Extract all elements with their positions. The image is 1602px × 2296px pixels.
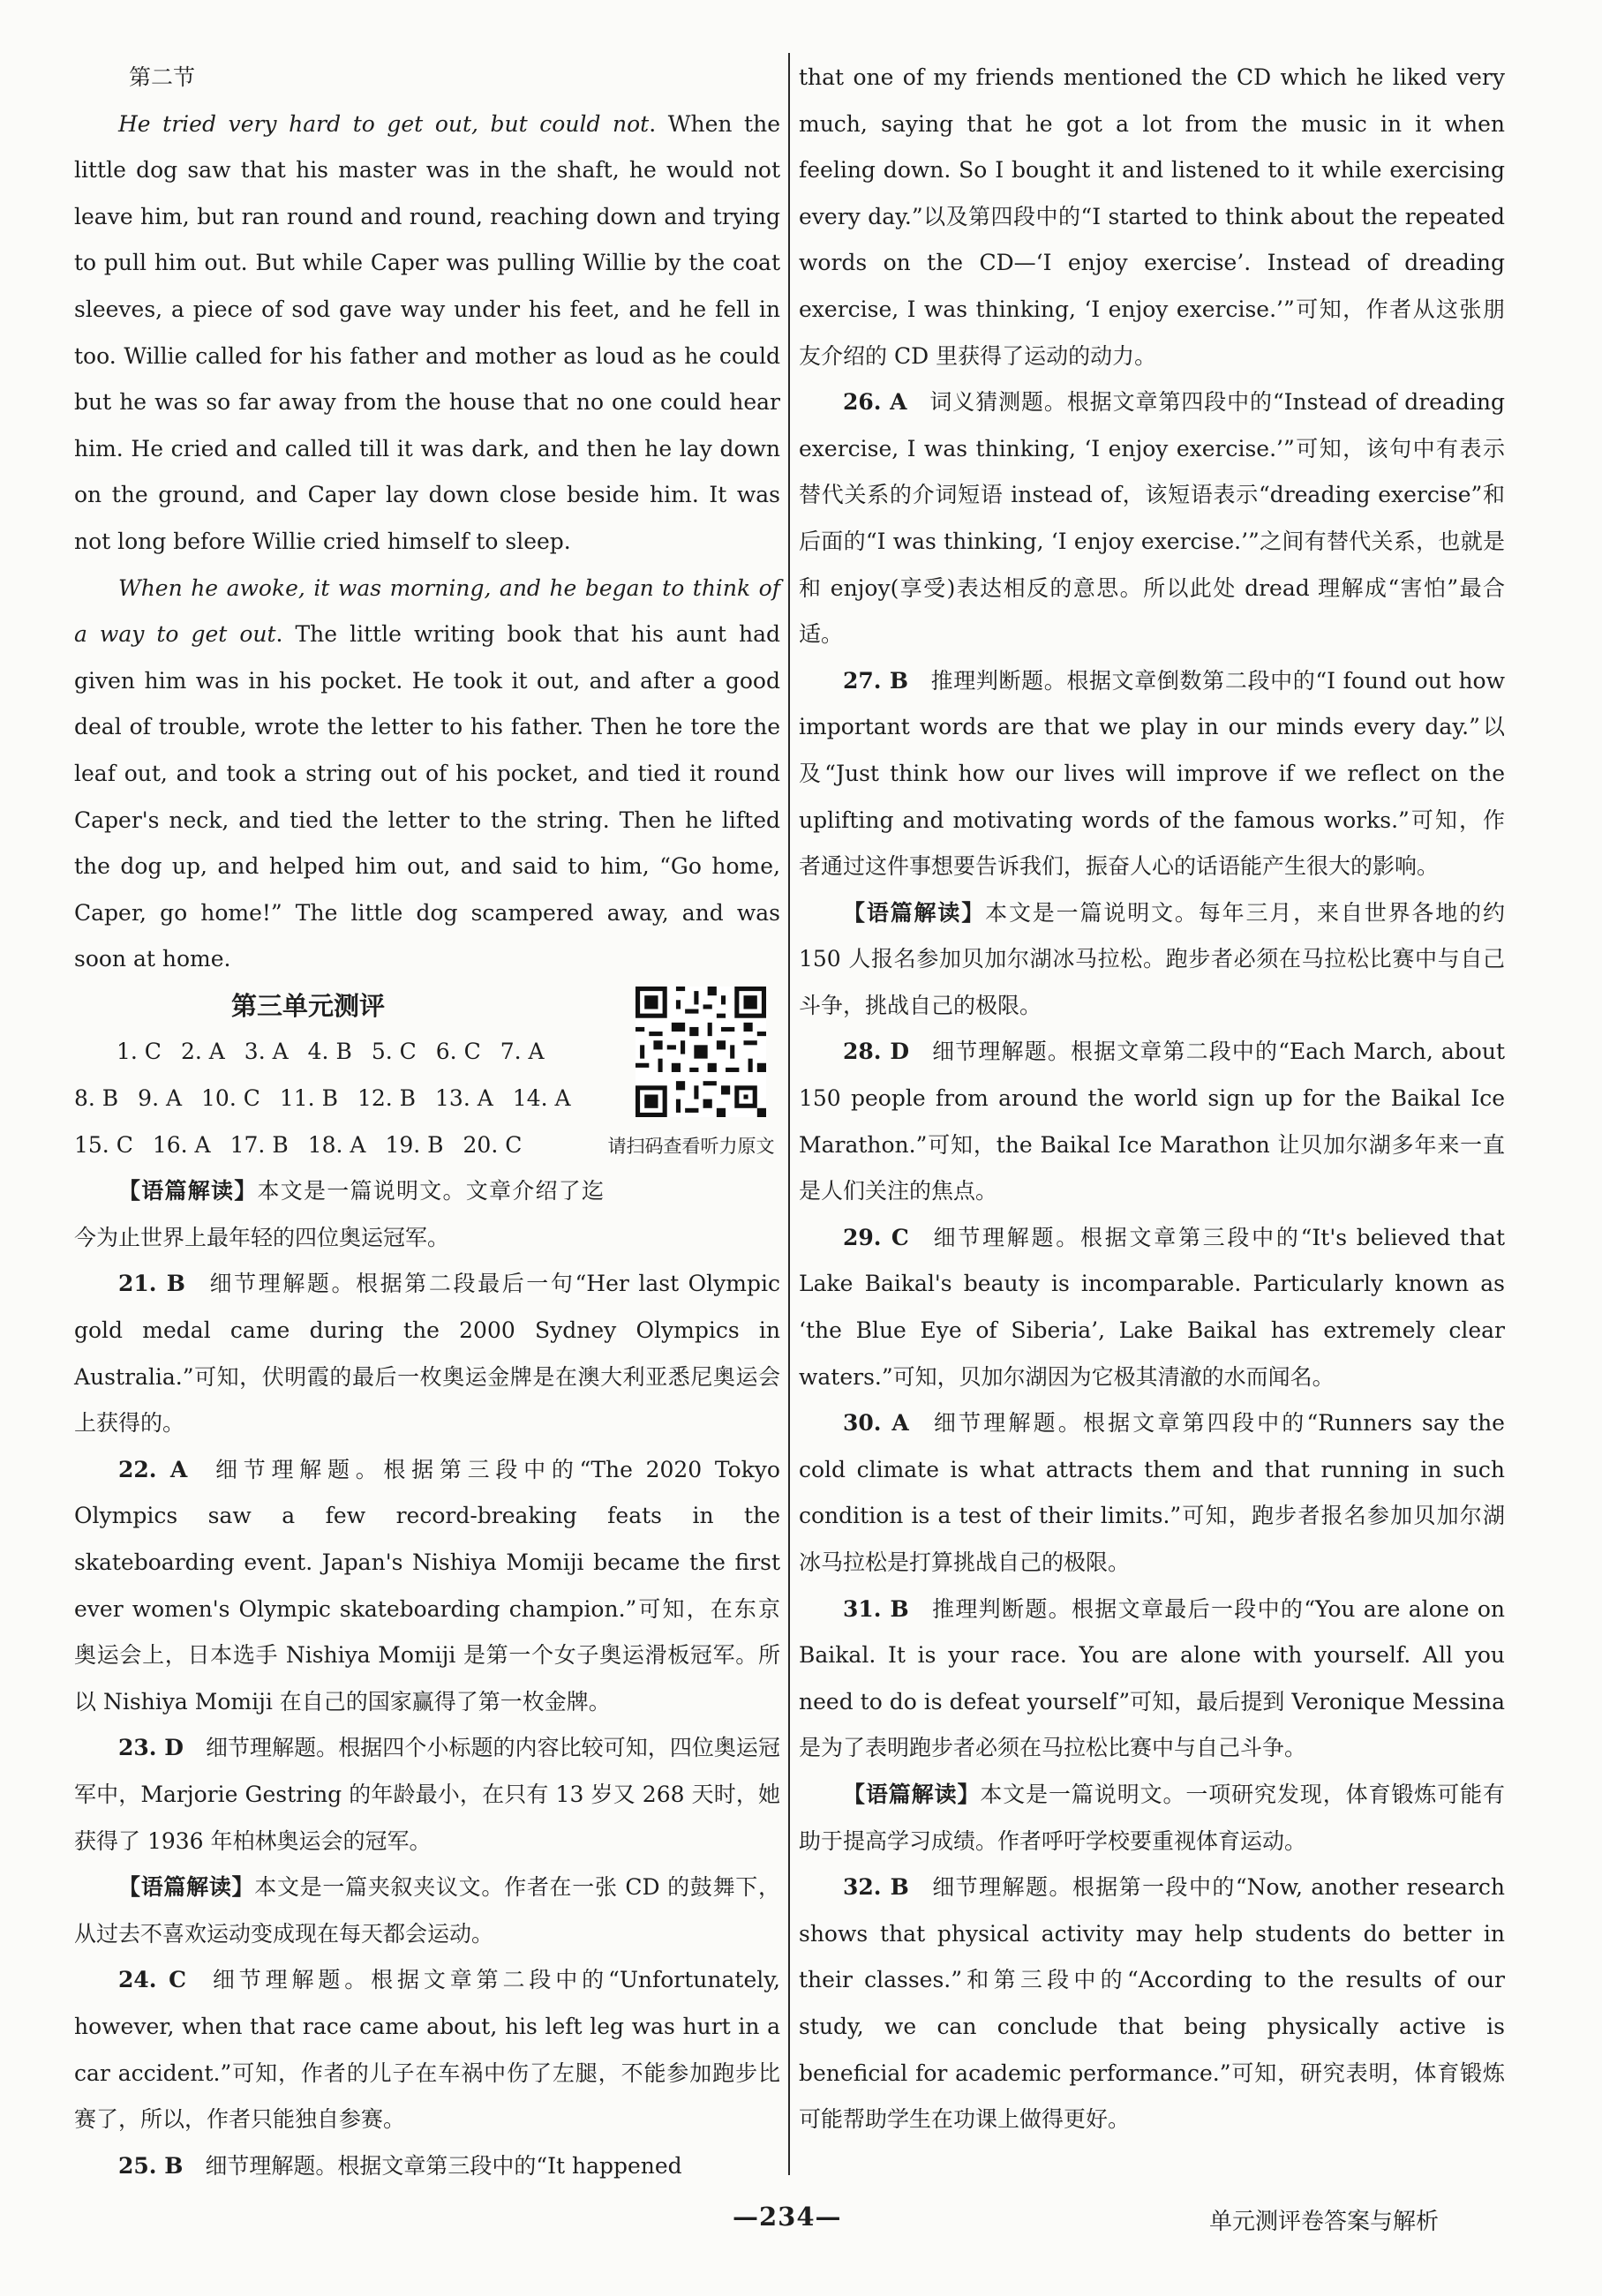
answer-explanation xyxy=(799,1865,1505,2143)
explanation-text: 细节理解题。根据文章第四段中的“Runners say the cold climate is what attracts them and that running in such condition is a test of their limits.”可知，跑步者报名参加贝加尔湖冰马拉松是打算挑战自己的极限。 xyxy=(799,1410,1505,1575)
explanation-text: 细节理解题。根据第三段中的“The 2020 Tokyo Olympics saw a few record-breaking feats in the skateboarding event. Japan's Nishiya Momiji became the first ever women's Olympic skateboarding champion.”可知，在东京奥运会上，日本选手 Nishiya Momiji 是第一个女子奥运滑板冠军。所以 Nishiya Momiji 在自己的国家赢得了第一枚金牌。 xyxy=(74,1456,780,1714)
explanation-text: 细节理解题。根据第一段中的“Now, another research shows that physical activity may help students do better in their classes.”和第三段中的“According to the results of our study, we can conclude that being physically active is beneficial for academic performance.”可知，研究表明，体育锻炼可能帮助学生在功课上做得更好。 xyxy=(799,1874,1505,2133)
explanation-text: 细节理解题。根据文章第三段中的“It's believed that Lake Baikal's beauty is incomparable. Particularly known as ‘the Blue Eye of Siberia’, Lake Baikal has extremely clear waters.”可知，贝加尔湖因为它极其清澈的水而闻名。 xyxy=(799,1224,1505,1390)
left-column xyxy=(74,55,780,2189)
paragraph-opening: He tried very hard to get out, but could not xyxy=(118,110,650,137)
explanation-text: 细节理解题。根据第二段最后一句“Her last Olympic gold medal came during the 2000 Sydney Olympics in Australia.”可知，伏明霞的最后一枚奥运金牌是在澳大利亚悉尼奥运会上获得的。 xyxy=(74,1271,781,1437)
answer-explanation xyxy=(74,1261,780,1446)
explanation-text: 细节理解题。根据文章第二段中的“Unfortunately, however, when that race came about, his left leg was hurt in a car accident.”可知，作者的儿子在车祸中伤了左腿，不能参加跑步比赛了，所以，作者只能独自参赛。 xyxy=(74,1967,780,2133)
answer-item: 4. B xyxy=(307,1039,352,1065)
question-number: 25. B xyxy=(118,2152,184,2179)
answer-item: 10. C xyxy=(201,1085,260,1112)
analysis-text: 本文是一篇说明文。每年三月，来自世界各地的约 150 人报名参加贝加尔湖冰马拉松。跑步者必须在马拉松比赛中与自己斗争，挑战自己的极限。 xyxy=(799,899,1505,1018)
question-number: 32. B xyxy=(843,1874,909,1901)
answer-item: 2. A xyxy=(180,1039,225,1065)
answer-item: 8. B xyxy=(74,1085,119,1112)
passage-analysis xyxy=(799,890,1505,1030)
explanation-text: 词义猜测题。根据文章第四段中的“Instead of dreading exercise, I was thinking, ‘I enjoy exercise.’”可知，该句中有表示替代关系的介词短语 instead of，该短语表示“dreading exercise”和后面的“I was thinking, ‘I enjoy exercise.’”之间有替代关系，也就是和 enjoy(享受)表达相反的意思。所以此处 dread 理解成“害怕”最合适。 xyxy=(799,389,1505,648)
answer-row xyxy=(74,1122,604,1169)
answer-explanation xyxy=(74,2143,780,2190)
qr-code-block[interactable] xyxy=(607,987,780,1160)
answer-item: 9. A xyxy=(138,1085,183,1112)
explanation-text: 推理判断题。根据文章倒数第二段中的“I found out how important words are that we play in our minds every day.”以及“Just think how our lives will improve if we reflect on the uplifting and motivating words of the famous works.”可知，作者通过这件事想要告诉我们，振奋人心的话语能产生很大的影响。 xyxy=(799,667,1506,880)
explanation-text: 细节理解题。根据文章第三段中的“It happened xyxy=(205,2152,682,2179)
answer-row xyxy=(74,1029,604,1076)
question-number: 28. D xyxy=(843,1039,910,1065)
answer-item: 17. B xyxy=(229,1131,289,1158)
analysis-tag: 【语篇解读】 xyxy=(843,1781,981,1807)
answer-item: 16. A xyxy=(152,1131,211,1158)
analysis-text: 本文是一篇说明文。文章介绍了迄今为止世界上最年轻的四位奥运冠军。 xyxy=(74,1178,604,1250)
explanation-continuation: that one of my friends mentioned the CD which he liked very much, saying that he got a lot from the music in it when feeling down. So I bought it and listened to it while exercising every day.”以及第四段中的“I started to think about the repeated words on the CD—‘I enjoy exercise’. Instead of dreading exercise, I was thinking, ‘I enjoy exercise.’”可知，作者从这张朋友介绍的 CD 里获得了运动的动力。 xyxy=(799,64,1505,369)
paragraph-body: . When the little dog saw that his master was in the shaft, he would not leave him, but ran round and round, reaching down and trying to pull him out. But while Caper was pulling Willie by the coat sleeves, a piece of sod gave way under his feet, and he fell in too. Willie called for his father and mother as loud as he could but he was so far away from the house that no one could hear him. He cried and called till it was dark, and then he lay down on the ground, and Caper lay down close beside him. It was not long before Willie cried himself to sleep. xyxy=(74,110,780,554)
question-number: 29. C xyxy=(843,1224,909,1250)
writing-paragraph-2 xyxy=(74,566,780,983)
paragraph-opening: When he awoke, it was morning, and he began to think of a way to get out xyxy=(74,574,780,648)
explanation-text: 推理判断题。根据文章最后一段中的“You are alone on Baikal. It is your race. You are alone with yourself. All you need to do is defeat yourself”可知，最后提到 Veronique Messina 是为了表明跑步者必须在马拉松比赛中与自己斗争。 xyxy=(799,1595,1506,1761)
passage-analysis xyxy=(74,1168,604,1261)
page-number: —234— xyxy=(733,2202,842,2232)
question-number: 22. A xyxy=(118,1456,188,1482)
question-number: 23. D xyxy=(118,1735,184,1761)
answer-item: 6. C xyxy=(435,1039,481,1065)
paragraph-body: . The little writing book that his aunt had given him was in his pocket. He took it out, and after a good deal of trouble, wrote the letter to his father. Then he tore the leaf out, and took a string out of his pocket, and tied it round Caper's neck, and tied the letter to the string. Then he lifted the dog up, and helped him out, and said to him, “Go home, Caper, go home!” The little dog scampered away, and was soon at home. xyxy=(74,621,780,972)
running-footer-title: 单元测评卷答案与解析 xyxy=(1209,2209,1440,2235)
answer-item: 5. C xyxy=(371,1039,417,1065)
answer-item: 11. B xyxy=(279,1085,338,1112)
passage-analysis xyxy=(799,1772,1505,1865)
question-number: 31. B xyxy=(843,1595,909,1622)
question-number: 26. A xyxy=(843,389,907,416)
column-divider xyxy=(788,53,790,2175)
answer-explanation xyxy=(799,1215,1505,1400)
answer-explanation xyxy=(799,1029,1505,1214)
answer-item: 20. C xyxy=(463,1131,523,1158)
right-column xyxy=(799,55,1505,2143)
answer-key xyxy=(74,1029,604,1168)
answer-explanation xyxy=(74,1725,780,1865)
answer-row xyxy=(74,1076,604,1122)
question-number: 30. A xyxy=(843,1410,909,1437)
question-number: 24. C xyxy=(118,1967,186,1993)
analysis-tag: 【语篇解读】 xyxy=(118,1178,258,1204)
answer-item: 14. A xyxy=(512,1085,571,1112)
answer-item: 19. B xyxy=(385,1131,444,1158)
answer-item: 3. A xyxy=(244,1039,289,1065)
qr-caption: 请扫码查看听力原文 xyxy=(607,1136,775,1158)
unit-header xyxy=(74,983,780,1168)
analysis-text: 本文是一篇说明文。一项研究发现，体育锻炼可能有助于提高学习成绩。作者呼吁学校要重视体育运动。 xyxy=(799,1781,1505,1854)
qr-code-icon[interactable] xyxy=(636,987,766,1117)
answer-explanation xyxy=(74,1447,780,1726)
answer-explanation xyxy=(74,1957,780,2142)
section-title: 第二节 xyxy=(129,64,196,90)
analysis-tag: 【语篇解读】 xyxy=(118,1874,255,1901)
explanation-text: 细节理解题。根据四个小标题的内容比较可知，四位奥运冠军中，Marjorie Gestring 的年龄最小，在只有 13 岁又 268 天时，她获得了 1936 年柏林奥运会的冠军。 xyxy=(74,1735,780,1854)
explanation-text: 细节理解题。根据文章第二段中的“Each March, about 150 people from around the world sign up for the Baikal Ice Marathon.”可知，the Baikal Ice Marathon 让贝加尔湖多年来一直是人们关注的焦点。 xyxy=(799,1039,1505,1204)
analysis-text: 本文是一篇夹叙夹议文。作者在一张 CD 的鼓舞下，从过去不喜欢运动变成现在每天都会运动。 xyxy=(74,1874,780,1947)
analysis-tag: 【语篇解读】 xyxy=(843,899,986,926)
answer-item: 13. A xyxy=(435,1085,493,1112)
answer-item: 18. A xyxy=(307,1131,366,1158)
answer-explanation xyxy=(799,1400,1505,1586)
answer-explanation xyxy=(799,658,1505,890)
answer-item: 1. C xyxy=(117,1039,162,1065)
answer-explanation xyxy=(799,379,1505,658)
question-number: 27. B xyxy=(843,667,908,694)
answer-item: 7. A xyxy=(500,1039,545,1065)
answer-item: 12. B xyxy=(357,1085,417,1112)
passage-analysis xyxy=(74,1865,780,1957)
writing-paragraph-1 xyxy=(74,101,780,566)
unit-title: 第三单元测评 xyxy=(231,990,386,1021)
answer-explanation xyxy=(799,1587,1505,1772)
answer-item: 15. C xyxy=(74,1131,133,1158)
question-number: 21. B xyxy=(118,1271,185,1297)
